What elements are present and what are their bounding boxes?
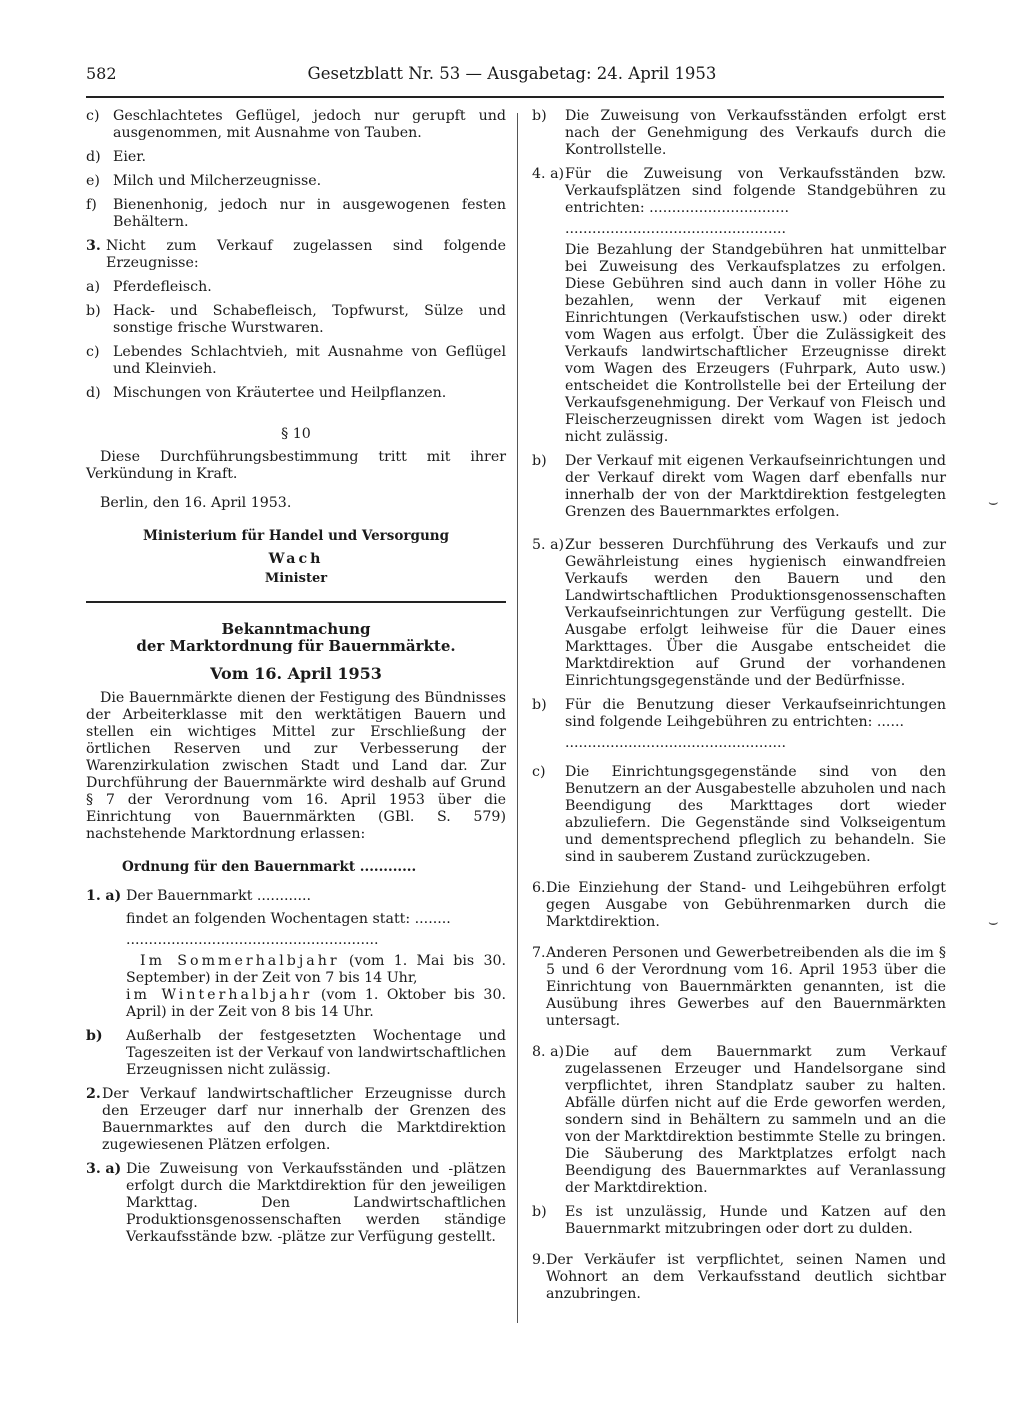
list-item: c) Lebendes Schlachtvieh, mit Ausnahme von Geflügel und Kleinvieh. xyxy=(86,344,506,377)
section-10-heading: § 10 xyxy=(281,426,311,442)
clause-3-not-permitted: 3. Nicht zum Verkauf zugelassen sind folgende Erzeugnisse: xyxy=(86,238,506,271)
column-divider xyxy=(517,113,518,1323)
page-number: 582 xyxy=(86,64,117,83)
clause-5a: 5. a) Zur besseren Durchführung des Verkaufs und zur Gewährleistung eines hygienisch einwandfreien Verkaufs werden den Bauern und den Landwirtschaftlichen Produktionsgenossenschaften Verkaufseinrichtungen zur Verfügung gestellt. Die Ausgabe erfolgt leihweise für die Dauer eines Markttages. Über die Ausgabe entscheidet die Marktdirektion auf Grund der vorhandenen Einrichtungsgegenstände und der Bedürfnisse. xyxy=(532,537,946,689)
list-item: a) Pferdefleisch. xyxy=(86,279,212,295)
clause-5b: b) Für die Benutzung dieser Verkaufseinrichtungen sind folgende Leihgebühren zu entrichten: ...... ................................................. xyxy=(532,697,946,751)
section-10-text: Diese Durchführungsbestimmung tritt mit ihrer Verkündung in Kraft. xyxy=(86,449,506,482)
clause-6: 6. Die Einziehung der Stand- und Leihgebühren erfolgt gegen Ausgabe von Gebührenmarken durch die Marktdirektion. xyxy=(532,880,946,930)
clause-4a: 4. a) Für die Zuweisung von Verkaufsständen bzw. Verkaufsplätzen sind folgende Standgebühren zu entrichten: ............................... ................................................. Die Bezahlung der Standgebühren hat unmittelbar bei Zuweisung des Verkaufsplatzes zu erfolgen. Diese Gebühren sind auch dann in voller Höhe zu bezahlen, wenn der Verkauf mit eigenen Einrichtungen (Verkaufstischen usw.) oder direkt vom Wagen aus erfolgt. Über die Zulässigkeit des Verkaufs landwirtschaftlicher Erzeugnisse direkt vom Wagen des Erzeugers (Fuhrpark, Auto usw.) entscheidet die Kontrollstelle bei der Erteilung der Verkaufsgenehmigung. Der Verkauf von Fleisch und Fleischerzeugnissen direkt vom Wagen ist jedoch nicht zulässig. xyxy=(532,166,946,445)
clause-2: 2. Der Verkauf landwirtschaftlicher Erzeugnisse durch den Erzeuger darf nur innerhalb der Grenzen des Bauernmarktes auf den durch die Marktdirektion zugewiesenen Plätzen erfolgen. xyxy=(86,1086,506,1153)
ministry-name: Ministerium für Handel und Versorgung xyxy=(142,528,450,544)
market-order-title: Ordnung für den Bauernmarkt ............ xyxy=(122,859,417,875)
clause-9: 9. Der Verkäufer ist verpflichtet, seinen Namen und Wohnort an dem Verkaufsstand deutlich sichtbar anzubringen. xyxy=(532,1252,946,1302)
list-item: d) Eier. xyxy=(86,149,147,165)
clause-3b: b) Die Zuweisung von Verkaufsständen erfolgt erst nach der Genehmigung des Verkaufs durch die Kontrollstelle. xyxy=(532,108,946,158)
gazette-header-title: Gesetzblatt Nr. 53 — Ausgabetag: 24. April 1953 xyxy=(307,64,717,83)
list-item: b) Hack- und Schabefleisch, Topfwurst, Sülze und sonstige frische Wurstwaren. xyxy=(86,303,506,336)
margin-mark: ⌣ xyxy=(988,492,999,511)
clause-3a: 3. a) Die Zuweisung von Verkaufsständen und -plätzen erfolgt durch die Marktdirektion für den jeweiligen Markttag. Den Landwirtschaftlichen Produktionsgenossenschaften werden ständige Verkaufsstände bzw. -plätze zur Verfügung gestellt. xyxy=(86,1161,506,1245)
announcement-date: Vom 16. April 1953 xyxy=(210,664,382,683)
signer-name: Wach xyxy=(268,551,324,567)
right-column xyxy=(532,108,946,1310)
signer-role: Minister xyxy=(264,571,328,586)
list-item: c) Geschlachtetes Geflügel, jedoch nur gerupft und ausgenommen, mit Ausnahme von Tauben. xyxy=(86,108,506,141)
place-date: Berlin, den 16. April 1953. xyxy=(100,495,292,511)
announcement-intro: Die Bauernmärkte dienen der Festigung des Bündnisses der Arbeiterklasse mit den werktätigen Bauern und stellen ein wichtiges Mittel zur Erschließung der örtlichen Reserven und zur Verbesserung der Warenzirkulation zwischen Stadt und Land dar. Zur Durchführung der Bauernmärkte wird deshalb auf Grund § 7 der Verordnung vom 16. April 1953 über die Einrichtung von Bauernmärkten (GBl. S. 579) nachstehende Marktordnung erlassen: xyxy=(86,690,506,842)
clause-1b: b) Außerhalb der festgesetzten Wochentage und Tageszeiten ist der Verkauf von landwirtschaftlichen Erzeugnissen nicht zulässig. xyxy=(86,1028,506,1078)
clause-4b: b) Der Verkauf mit eigenen Verkaufseinrichtungen und der Verkauf direkt vom Wagen darf ebenfalls nur innerhalb der von der Marktdirektion festgelegten Grenzen des Bauernmarktes erfolgen. xyxy=(532,453,946,520)
list-item: d) Mischungen von Kräutertee und Heilpflanzen. xyxy=(86,385,447,401)
announcement-title: Bekanntmachung xyxy=(221,620,371,638)
clause-8a: 8. a) Die auf dem Bauernmarkt zum Verkauf zugelassenen Erzeuger und Handelsorgane sind verpflichtet, ihren Standplatz sauber zu halten. Abfälle dürfen nicht auf die Erde geworfen werden, sondern sind in Behältern zu sammeln und an die von der Marktdirektion bestimmte Stelle zu bringen. Die Säuberung des Marktplatzes erfolgt nach Beendigung des Bauernmarktes auf Veranlassung der Marktdirektion. xyxy=(532,1044,946,1196)
clause-1a: 1. a) Der Bauernmarkt ............ findet an folgenden Wochentagen statt: ........ ........................................................ Im Sommerhalbjahr (vom 1. Mai bis 30. September) in der Zeit von 7 bis 14 Uhr, im Winterhalbjahr (vom 1. Oktober bis 30. April) in der Zeit von 8 bis 14 Uhr. xyxy=(86,888,507,1020)
list-item: e) Milch und Milcherzeugnisse. xyxy=(86,173,322,189)
clause-8b: b) Es ist unzulässig, Hunde und Katzen auf den Bauernmarkt mitzubringen oder dort zu dulden. xyxy=(532,1204,946,1237)
left-column xyxy=(86,108,506,1253)
list-item: f) Bienenhonig, jedoch nur in ausgewogenen festen Behältern. xyxy=(86,197,506,230)
clause-5c: c) Die Einrichtungsgegenstände sind von den Benutzern an der Ausgabestelle abzuholen und nach Beendigung des Markttages dort wieder abzuliefern. Die Gegenstände sind Volkseigentum und dementsprechend pfleglich zu behandeln. Sie sind in sauberem Zustand zurückzugeben. xyxy=(532,764,946,865)
section-separator xyxy=(86,601,506,603)
announcement-subtitle: der Marktordnung für Bauernmärkte. xyxy=(136,637,456,655)
clause-7: 7. Anderen Personen und Gewerbetreibenden als die im § 5 und 6 der Verordnung vom 16. April 1953 über die Einrichtung von Bauernmärkten genannten, ist die Ausübung ihres Gewerbes auf den Bauernmärkten untersagt. xyxy=(532,945,946,1029)
margin-mark: ⌣ xyxy=(988,912,999,931)
header-rule xyxy=(86,96,944,98)
